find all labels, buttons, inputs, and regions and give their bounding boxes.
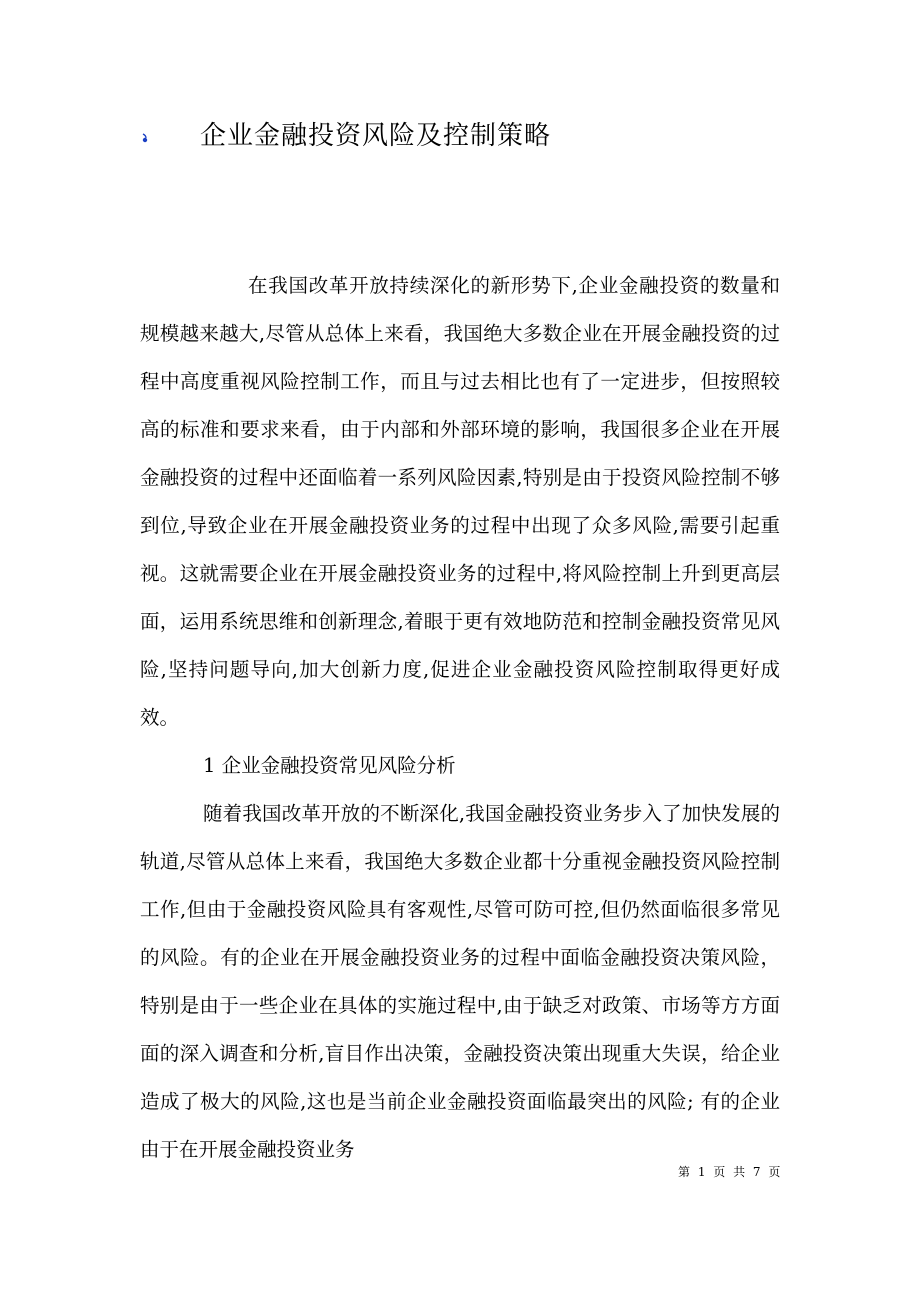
document-body: [140, 262, 780, 1174]
bullet-icon: [140, 133, 150, 143]
section-heading: 1 企业金融投资常见风险分析: [203, 754, 456, 777]
paragraph-risk-analysis: 随着我国改革开放的不断深化,我国金融投资业务步入了加快发展的轨道,尽管从总体上来看，我国绝大多数企业都十分重视金融投资风险控制工作,但由于金融投资风险具有客观性,尽管可防可控,但仍然面临很多常见的风险。有的企业在开展金融投资业务的过程中面临金融投资决策风险，特别是由于一些企业在具体的实施过程中,由于缺乏对政策、市场等方方面面的深入调查和分析,盲目作出决策，金融投资决策出现重大失误，给企业造成了极大的风险,这也是当前企业金融投资面临最突出的风险; 有的企业由于在开展金融投资业务: [140, 802, 780, 1161]
page-number-footer: 第 1 页 共 7 页: [678, 1165, 783, 1179]
document-title: 企业金融投资风险及控制策略: [200, 121, 552, 151]
paragraph-intro: 在我国改革开放持续深化的新形势下,企业金融投资的数量和规模越来越大,尽管从总体上来看，我国绝大多数企业在开展金融投资的过程中高度重视风险控制工作，而且与过去相比也有了一定进步，但按照较高的标准和要求来看，由于内部和外部环境的影响，我国很多企业在开展金融投资的过程中还面临着一系列风险因素,特别是由于投资风险控制不够到位,导致企业在开展金融投资业务的过程中出现了众多风险,需要引起重视。这就需要企业在开展金融投资业务的过程中,将风险控制上升到更高层面，运用系统思维和创新理念,着眼于更有效地防范和控制金融投资常见风险,坚持问题导向,加大创新力度,促进企业金融投资风险控制取得更好成效。: [140, 274, 780, 729]
